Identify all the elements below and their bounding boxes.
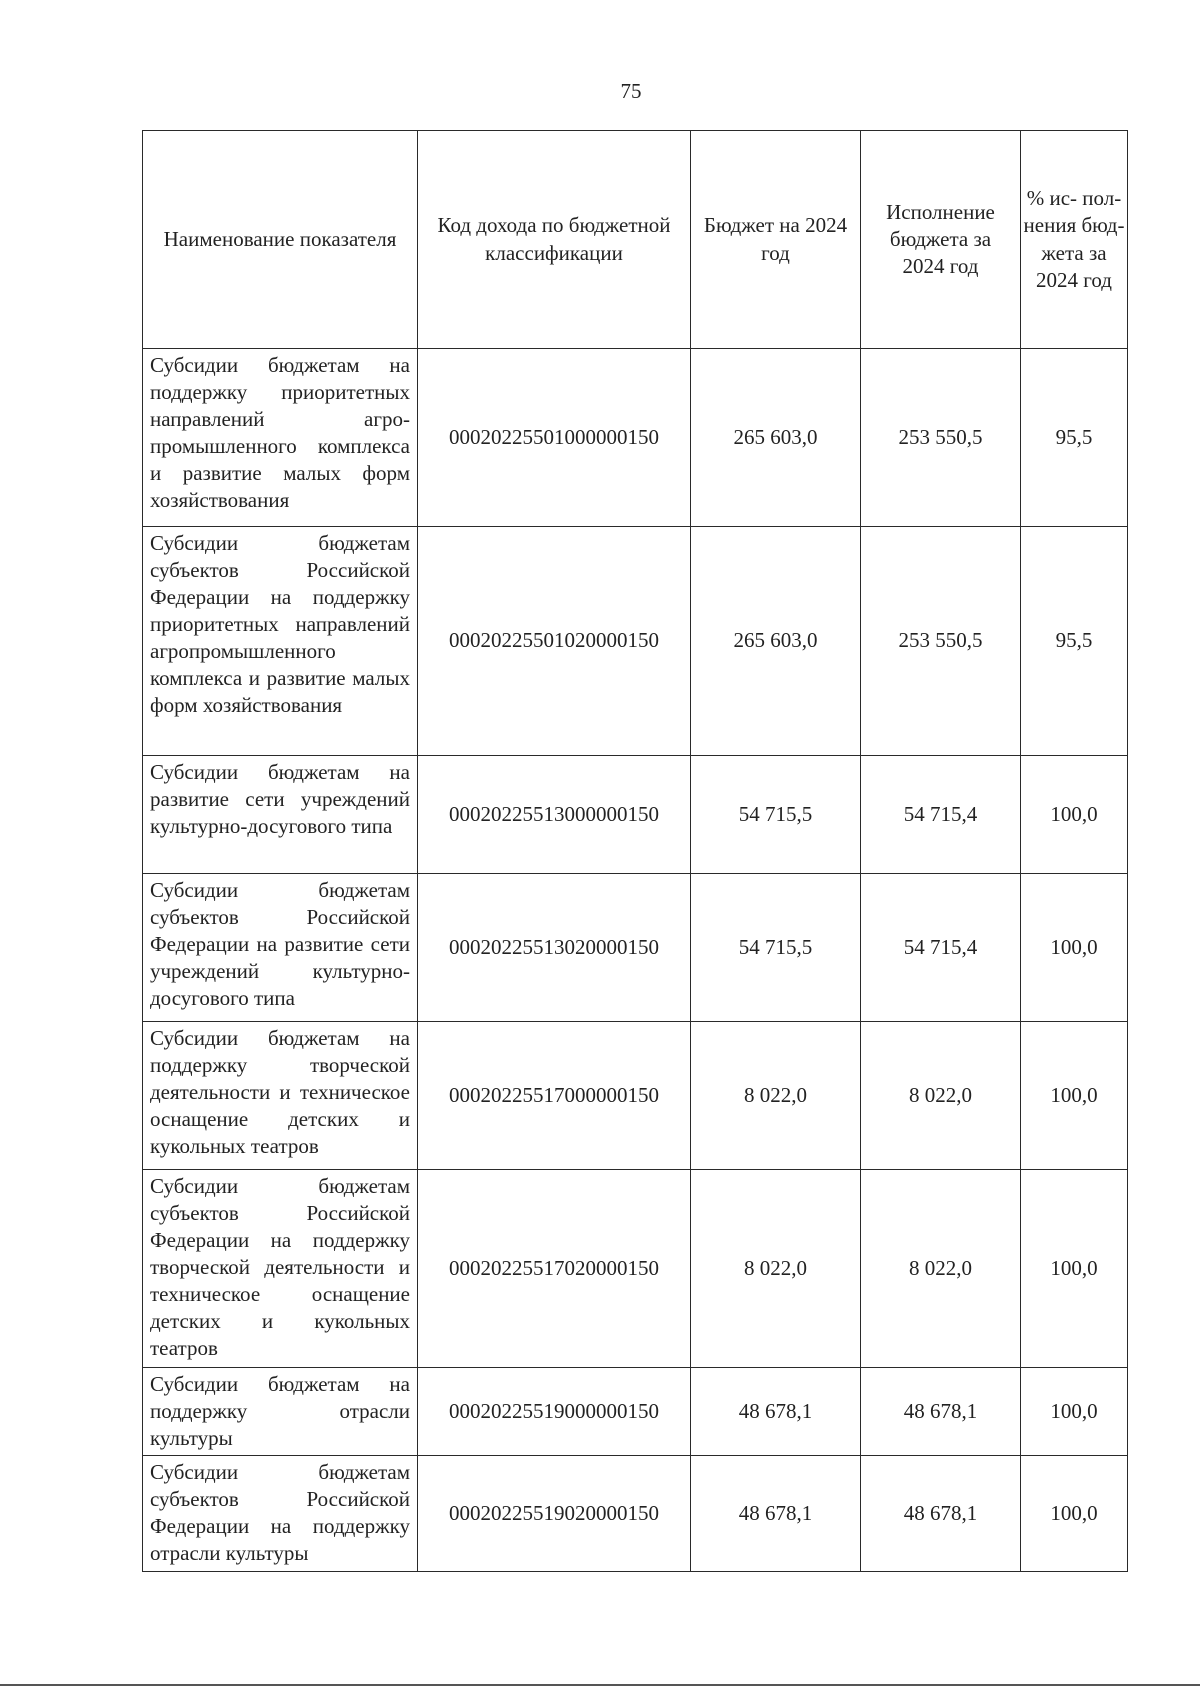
row-budget: 54 715,5 — [691, 874, 861, 1022]
row-code: 00020225517000000150 — [418, 1022, 691, 1170]
row-execution: 48 678,1 — [861, 1456, 1021, 1572]
budget-table — [142, 130, 1128, 1572]
row-code: 00020225501020000150 — [418, 527, 691, 756]
row-budget: 265 603,0 — [691, 527, 861, 756]
row-code: 00020225519000000150 — [418, 1368, 691, 1456]
row-code: 00020225513020000150 — [418, 874, 691, 1022]
row-execution: 54 715,4 — [861, 874, 1021, 1022]
row-budget: 54 715,5 — [691, 756, 861, 874]
row-execution: 253 550,5 — [861, 349, 1021, 527]
row-name: Субсидии бюджетам субъектов Российской Федерации на поддержку отрасли культуры — [143, 1456, 418, 1572]
row-percent: 100,0 — [1021, 756, 1128, 874]
header-execution: Исполнение бюджета за 2024 год — [861, 131, 1021, 349]
table-row — [143, 1170, 1128, 1368]
row-percent: 100,0 — [1021, 1368, 1128, 1456]
row-execution: 54 715,4 — [861, 756, 1021, 874]
table-row — [143, 1368, 1128, 1456]
row-name: Субсидии бюджетам на поддержку отрасли культуры — [143, 1368, 418, 1456]
row-percent: 95,5 — [1021, 349, 1128, 527]
row-budget: 8 022,0 — [691, 1022, 861, 1170]
table-row — [143, 1456, 1128, 1572]
row-execution: 8 022,0 — [861, 1170, 1021, 1368]
header-percent: % ис- пол- нения бюд- жета за 2024 год — [1021, 131, 1128, 349]
header-name: Наименование показателя — [143, 131, 418, 349]
row-name: Субсидии бюджетам субъектов Российской Федерации на поддержку творческой деятельности и техническое оснащение детских и кукольных театров — [143, 1170, 418, 1368]
row-budget: 48 678,1 — [691, 1368, 861, 1456]
bottom-rule — [0, 1684, 1200, 1686]
row-name: Субсидии бюджетам субъектов Российской Федерации на развитие сети учреждений культурно-досугового типа — [143, 874, 418, 1022]
page-number: 75 — [620, 79, 642, 103]
row-percent: 95,5 — [1021, 527, 1128, 756]
row-code: 00020225513000000150 — [418, 756, 691, 874]
row-name: Субсидии бюджетам на поддержку приоритетных направлений агропромышленного комплекса и развитие малых форм хозяйствования — [143, 349, 418, 527]
row-code: 00020225501000000150 — [418, 349, 691, 527]
row-percent: 100,0 — [1021, 1170, 1128, 1368]
table-row — [143, 1022, 1128, 1170]
row-execution: 253 550,5 — [861, 527, 1021, 756]
row-budget: 48 678,1 — [691, 1456, 861, 1572]
row-code: 00020225519020000150 — [418, 1456, 691, 1572]
header-code: Код дохода по бюджетной классификации — [418, 131, 691, 349]
row-name: Субсидии бюджетам на развитие сети учреждений культурно-досугового типа — [143, 756, 418, 874]
row-name: Субсидии бюджетам субъектов Российской Федерации на поддержку приоритетных направлений агропромышленного комплекса и развитие малых форм хозяйствования — [143, 527, 418, 756]
row-percent: 100,0 — [1021, 1022, 1128, 1170]
header-budget: Бюджет на 2024 год — [691, 131, 861, 349]
table-row — [143, 527, 1128, 756]
row-percent: 100,0 — [1021, 874, 1128, 1022]
row-budget: 265 603,0 — [691, 349, 861, 527]
row-percent: 100,0 — [1021, 1456, 1128, 1572]
table-header-row — [143, 131, 1128, 349]
table-row — [143, 874, 1128, 1022]
table-row — [143, 349, 1128, 527]
row-execution: 8 022,0 — [861, 1022, 1021, 1170]
row-budget: 8 022,0 — [691, 1170, 861, 1368]
row-code: 00020225517020000150 — [418, 1170, 691, 1368]
row-execution: 48 678,1 — [861, 1368, 1021, 1456]
row-name: Субсидии бюджетам на поддержку творческой деятельности и техническое оснащение детских и кукольных театров — [143, 1022, 418, 1170]
table-row — [143, 756, 1128, 874]
